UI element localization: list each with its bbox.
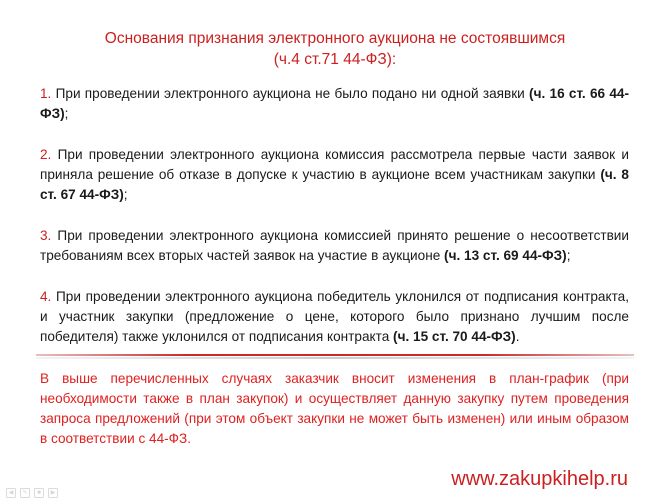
item-number: 3. [40, 228, 52, 243]
website-link[interactable]: www.zakupkihelp.ru [451, 468, 628, 490]
divider-line [36, 354, 634, 356]
title-line-1: Основания признания электронного аукциона не состоявшимся [104, 30, 566, 47]
title-line-2: (ч.4 ст.71 44-ФЗ): [273, 51, 397, 68]
conclusion-note: В выше перечисленных случаях заказчик вносит изменения в план-график (при необходимости также в план закупок) и осуществляет данную закупку путем проведения запроса предложений (при этом объект закупки не может быть изменен) или иным образом в соответствии с 44-ФЗ. [40, 371, 629, 446]
item-text: При проведении электронного аукциона комиссия рассмотрела первые части заявок и приняла решение об отказе в допуске к участию в аукционе всем участникам закупки [40, 147, 629, 182]
list-item [40, 226, 629, 266]
item-law-reference: (ч. 16 ст. 66 44-ФЗ) [40, 86, 629, 121]
slideshow-controls [6, 488, 58, 498]
prev-slide-icon[interactable]: ◀ [6, 488, 16, 498]
pen-icon[interactable]: ✎ [20, 488, 30, 498]
divider-shadow [36, 357, 634, 359]
item-law-reference: (ч. 15 ст. 70 44-ФЗ) [393, 329, 516, 344]
item-law-reference: (ч. 13 ст. 69 44-ФЗ) [444, 248, 567, 263]
slide-title [40, 28, 630, 70]
list-item [40, 84, 629, 124]
item-punctuation: ; [566, 248, 571, 263]
next-slide-icon[interactable]: ▶ [48, 488, 58, 498]
menu-icon[interactable]: ■ [34, 488, 44, 498]
item-law-reference: (ч. 8 ст. 67 44-ФЗ) [40, 167, 629, 202]
item-text: При проведении электронного аукциона победитель уклонился от подписания контракта, и участник закупки (предложение о цене, которого было признано лучшим после победителя) также уклонился от подписания контракта [40, 289, 629, 344]
item-punctuation: . [515, 329, 520, 344]
item-text: При проведении электронного аукциона комиссией принято решение о несоответствии требованиям всех вторых частей заявок на участие в аукционе [40, 228, 629, 263]
list-item [40, 145, 629, 205]
item-punctuation: ; [64, 106, 69, 121]
list-item [40, 287, 629, 347]
item-number: 1. [40, 86, 52, 101]
item-number: 4. [40, 289, 52, 304]
item-text: При проведении электронного аукциона не было подано ни одной заявки [51, 86, 530, 101]
grounds-list [40, 84, 629, 368]
item-number: 2. [40, 147, 52, 162]
item-punctuation: ; [123, 187, 128, 202]
